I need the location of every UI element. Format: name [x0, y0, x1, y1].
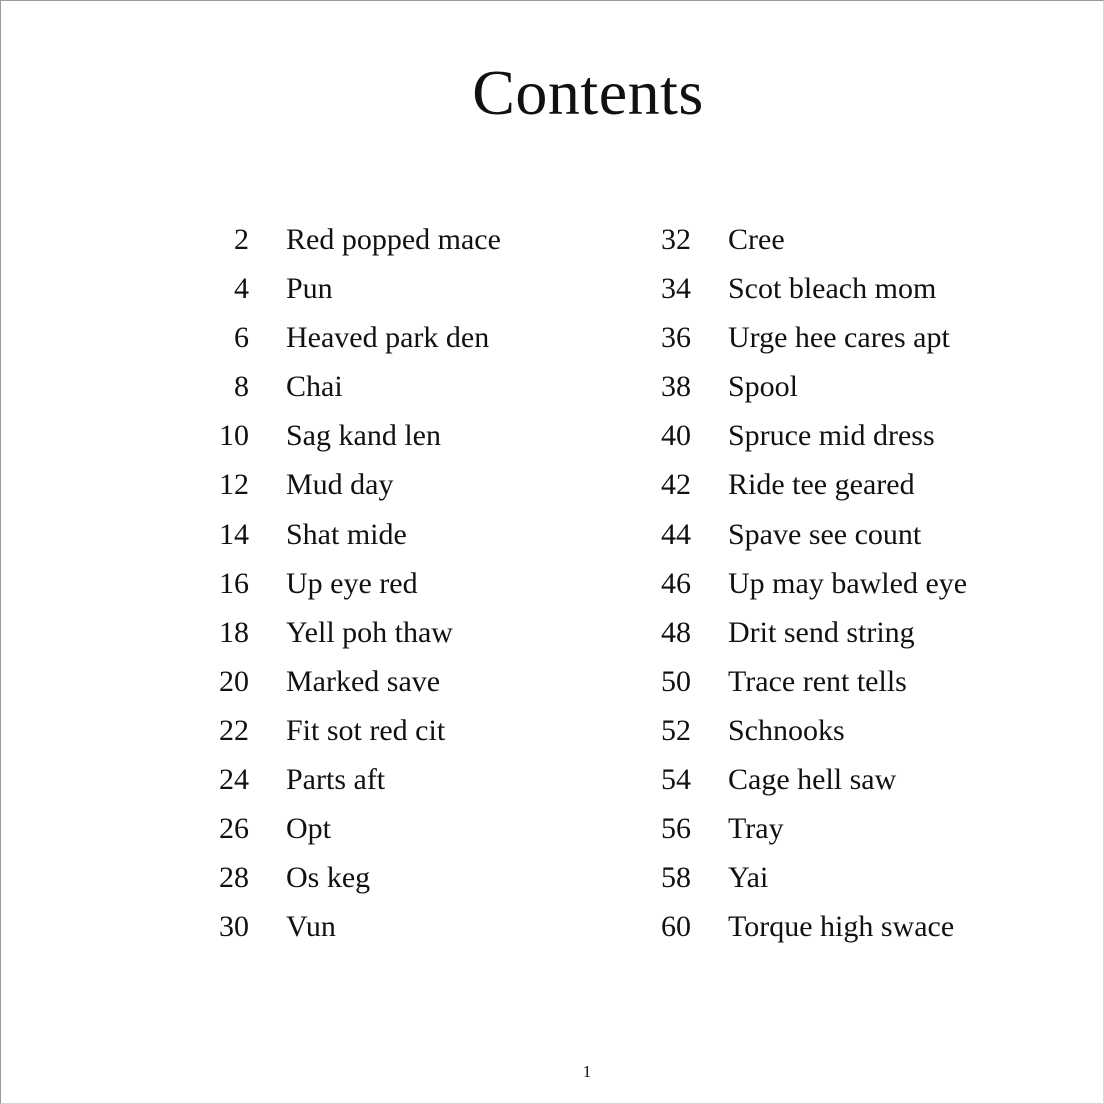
toc-entry-title: Trace rent tells — [728, 664, 907, 698]
toc-page-number: 44 — [661, 517, 691, 551]
toc-entry[interactable] — [201, 559, 501, 608]
toc-entry[interactable] — [644, 657, 967, 706]
toc-entry-title: Yai — [728, 861, 769, 895]
toc-page-number: 10 — [219, 419, 249, 453]
toc-entry-title: Torque high swace — [728, 910, 955, 944]
toc-entry[interactable] — [201, 362, 501, 411]
toc-page-number: 48 — [661, 615, 691, 649]
toc-page-number: 54 — [661, 763, 691, 797]
toc-entry[interactable] — [201, 608, 501, 657]
toc-page-number: 4 — [234, 272, 249, 306]
toc-entry-title: Pun — [286, 272, 333, 306]
toc-entry[interactable] — [644, 362, 967, 411]
toc-entry-title: Spool — [728, 370, 799, 404]
toc-entry[interactable] — [644, 902, 967, 951]
toc-entry-title: Yell poh thaw — [286, 615, 453, 649]
toc-page-number: 34 — [661, 272, 691, 306]
toc-entry[interactable] — [201, 804, 501, 853]
toc-page-number: 16 — [219, 566, 249, 600]
toc-entry[interactable] — [644, 804, 967, 853]
toc-entry[interactable] — [644, 215, 967, 264]
toc-entry[interactable] — [644, 510, 967, 559]
toc-entry-title: Parts aft — [286, 763, 386, 797]
toc-entry-title: Mud day — [286, 468, 394, 502]
toc-entry-title: Urge hee cares apt — [728, 321, 950, 355]
toc-entry-title: Up eye red — [286, 566, 418, 600]
toc-page-number: 32 — [661, 223, 691, 256]
toc-entry-title: Drit send string — [728, 615, 915, 649]
toc-entry-title: Sag kand len — [286, 419, 441, 453]
toc-entry[interactable] — [644, 411, 967, 460]
toc-entry-title: Schnooks — [728, 713, 845, 747]
toc-page-number: 22 — [219, 713, 249, 747]
toc-entry-title: Red popped mace — [286, 223, 501, 256]
toc-entry[interactable] — [201, 460, 501, 509]
toc-page-number: 28 — [219, 861, 249, 895]
toc-page-number: 36 — [661, 321, 691, 355]
toc-entry-title: Vun — [286, 910, 336, 944]
toc-entry[interactable] — [201, 215, 501, 264]
toc-page-number: 42 — [661, 468, 691, 502]
toc-entry-title: Fit sot red cit — [286, 713, 446, 747]
toc-entry[interactable] — [644, 313, 967, 362]
toc-entry[interactable] — [201, 313, 501, 362]
toc-page-number: 6 — [234, 321, 249, 355]
toc-entry[interactable] — [201, 902, 501, 951]
toc-entry-title: Tray — [728, 812, 784, 846]
toc-page-number: 24 — [219, 763, 249, 797]
toc-page-number: 38 — [661, 370, 691, 404]
toc-entry-title: Os keg — [286, 861, 371, 895]
toc-page-number: 14 — [219, 517, 249, 551]
toc-entry[interactable] — [644, 706, 967, 755]
toc-page-number: 50 — [661, 664, 691, 698]
toc-entry[interactable] — [644, 755, 967, 804]
page-number: 1 — [582, 1062, 592, 1081]
toc-entry[interactable] — [644, 608, 967, 657]
toc-page-number: 18 — [219, 615, 249, 649]
toc-entry-title: Cage hell saw — [728, 763, 897, 797]
toc-page-number: 26 — [219, 812, 249, 846]
toc-column-left — [201, 215, 501, 951]
toc-page-number: 8 — [234, 370, 249, 404]
toc-page-number: 46 — [661, 566, 691, 600]
toc-page-number: 56 — [661, 812, 691, 846]
toc-entry-title: Heaved park den — [286, 321, 490, 355]
toc-entry-title: Spave see count — [728, 517, 922, 551]
toc-page-number: 40 — [661, 419, 691, 453]
toc-entry-title: Cree — [728, 223, 785, 256]
toc-entry[interactable] — [201, 706, 501, 755]
toc-entry[interactable] — [644, 853, 967, 902]
toc-page-number: 20 — [219, 664, 249, 698]
toc-page-number: 52 — [661, 713, 691, 747]
toc-page-number: 58 — [661, 861, 691, 895]
toc-entry[interactable] — [644, 264, 967, 313]
toc-entry[interactable] — [644, 460, 967, 509]
toc-column-right — [644, 215, 967, 951]
toc-entry-title: Shat mide — [286, 517, 407, 551]
toc-entry-title: Scot bleach mom — [728, 272, 937, 306]
toc-entry[interactable] — [201, 755, 501, 804]
toc-entry[interactable] — [201, 657, 501, 706]
toc-entry[interactable] — [201, 411, 501, 460]
toc-page-number: 2 — [234, 223, 249, 256]
toc-page-number: 30 — [219, 910, 249, 944]
toc-entry-title: Marked save — [286, 664, 441, 698]
page-title: Contents — [472, 57, 704, 128]
toc-page-number: 60 — [661, 910, 691, 944]
toc-entry[interactable] — [201, 264, 501, 313]
toc-entry[interactable] — [201, 853, 501, 902]
toc-entry[interactable] — [201, 510, 501, 559]
toc-entry-title: Up may bawled eye — [728, 566, 968, 600]
toc-page-number: 12 — [219, 468, 249, 502]
toc-entry[interactable] — [644, 559, 967, 608]
toc-entry-title: Spruce mid dress — [728, 419, 935, 453]
toc-entry-title: Chai — [286, 370, 343, 404]
toc-entry-title: Ride tee geared — [728, 468, 915, 502]
toc-entry-title: Opt — [286, 812, 331, 846]
